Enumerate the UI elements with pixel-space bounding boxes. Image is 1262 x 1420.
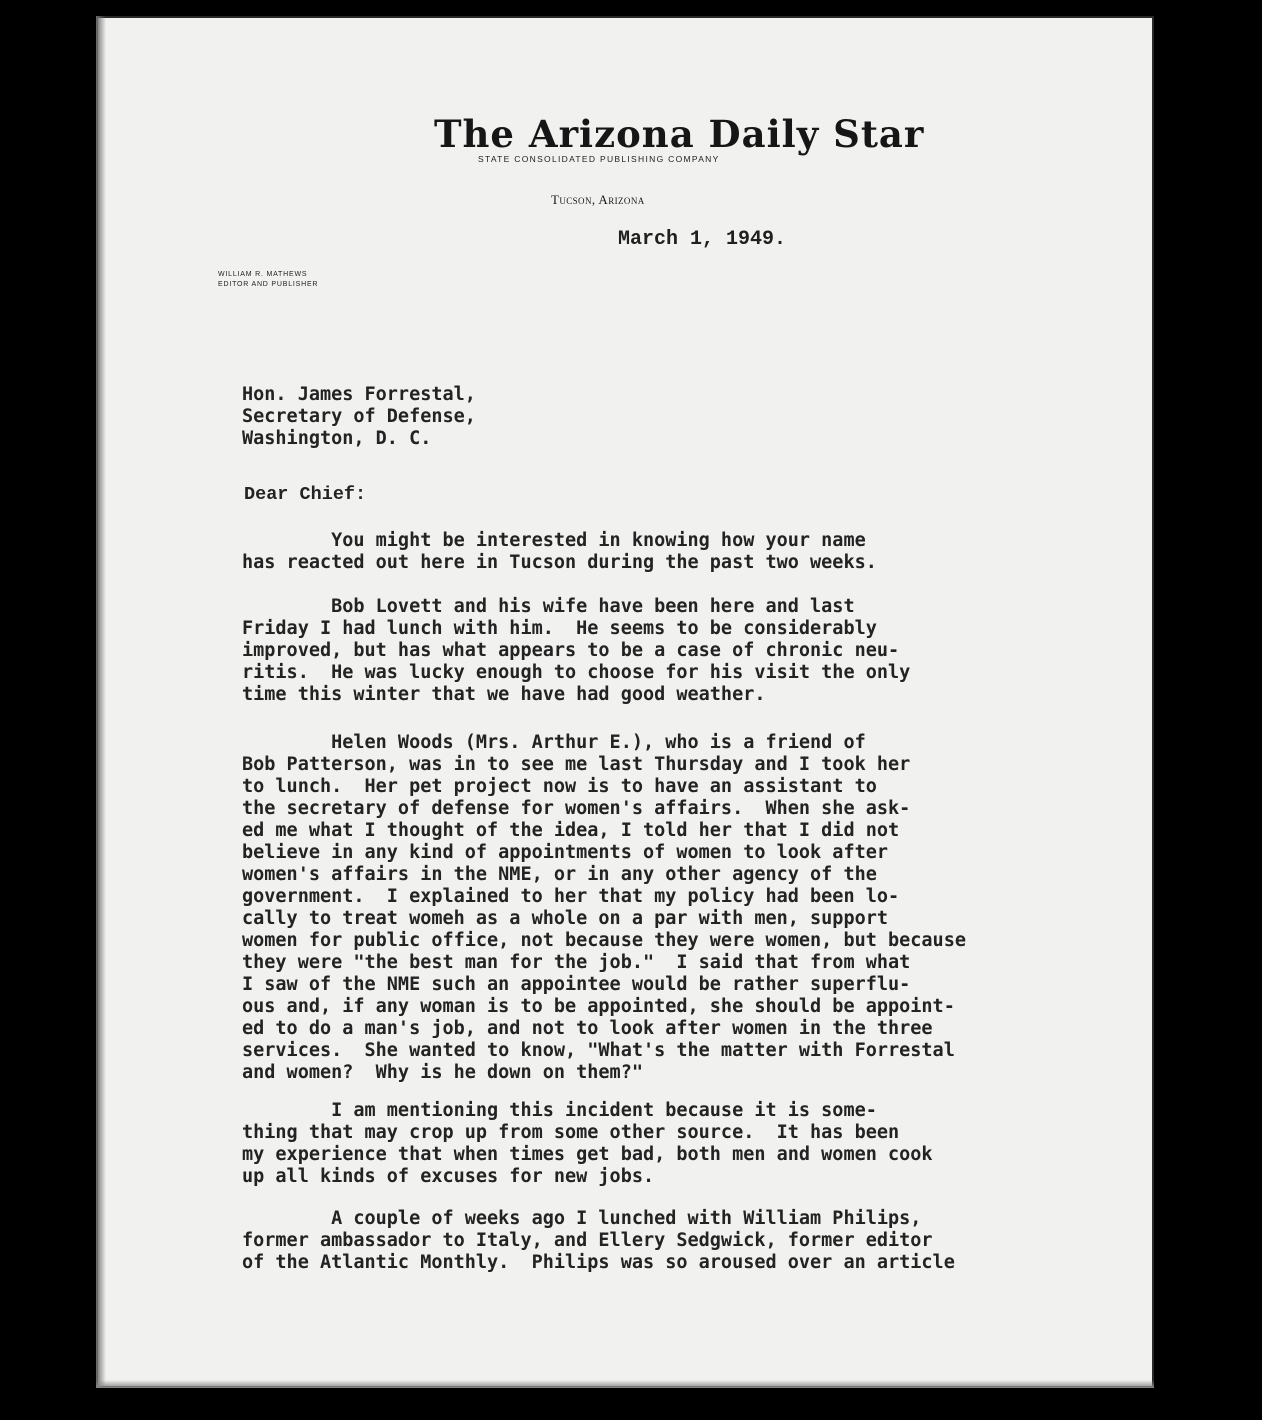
editor-block: [218, 270, 318, 290]
letter-page: [96, 16, 1154, 1388]
paragraph-2: Bob Lovett and his wife have been here and last Friday I had lunch with him. He seems to be considerably improved, but has what appears to be a case of chronic neu- ritis. He was lucky enough to choose for his visit the only time this winter that we have had good weather.: [242, 596, 911, 705]
letterhead-title: The Arizona Daily Star: [434, 112, 925, 156]
letterhead-subtitle: STATE CONSOLIDATED PUBLISHING COMPANY: [478, 154, 720, 164]
paragraph-1: You might be interested in knowing how your name has reacted out here in Tucson during the past two weeks.: [242, 530, 877, 573]
page-bottom-shadow: [96, 1380, 1154, 1388]
paragraph-5: A couple of weeks ago I lunched with William Philips, former ambassador to Italy, and Ellery Sedgwick, former editor of the Atlantic Monthly. Philips was so aroused over an article: [242, 1208, 955, 1273]
editor-name: WILLIAM R. MATHEWS: [218, 271, 308, 278]
paragraph-3: Helen Woods (Mrs. Arthur E.), who is a friend of Bob Patterson, was in to see me last Thursday and I took her to lunch. Her pet project now is to have an assistant to the secretary of defense for women's affairs. When she ask- ed me what I thought of the idea, I told her that I did not believe in any kind of appointments of women to look after women's affairs in the NME, or in any other agency of the government. I explained to her that my policy had been lo- cally to treat womeh as a whole on a par with men, support women for public office, not because they were women, but because they were "the best man for the job." I said that from what I saw of the NME such an appointee would be rather superflu- ous and, if any woman is to be appointed, she should be appoint- ed to do a man's job, and not to look after women in the three services. She wanted to know, "What's the matter with Forrestal and women? Why is he down on them?": [242, 732, 966, 1083]
recipient-address: Hon. James Forrestal, Secretary of Defense, Washington, D. C.: [242, 384, 476, 449]
page-edge-shadow: [96, 16, 106, 1388]
letterhead-location: Tucson, Arizona: [551, 192, 645, 207]
salutation: Dear Chief:: [244, 484, 367, 505]
editor-role: EDITOR AND PUBLISHER: [218, 281, 319, 288]
paragraph-4: I am mentioning this incident because it is some- thing that may crop up from some other source. It has been my experience that when times get bad, both men and women cook up all kinds of excuses for new jobs.: [242, 1100, 933, 1187]
letter-date: March 1, 1949.: [618, 228, 787, 251]
